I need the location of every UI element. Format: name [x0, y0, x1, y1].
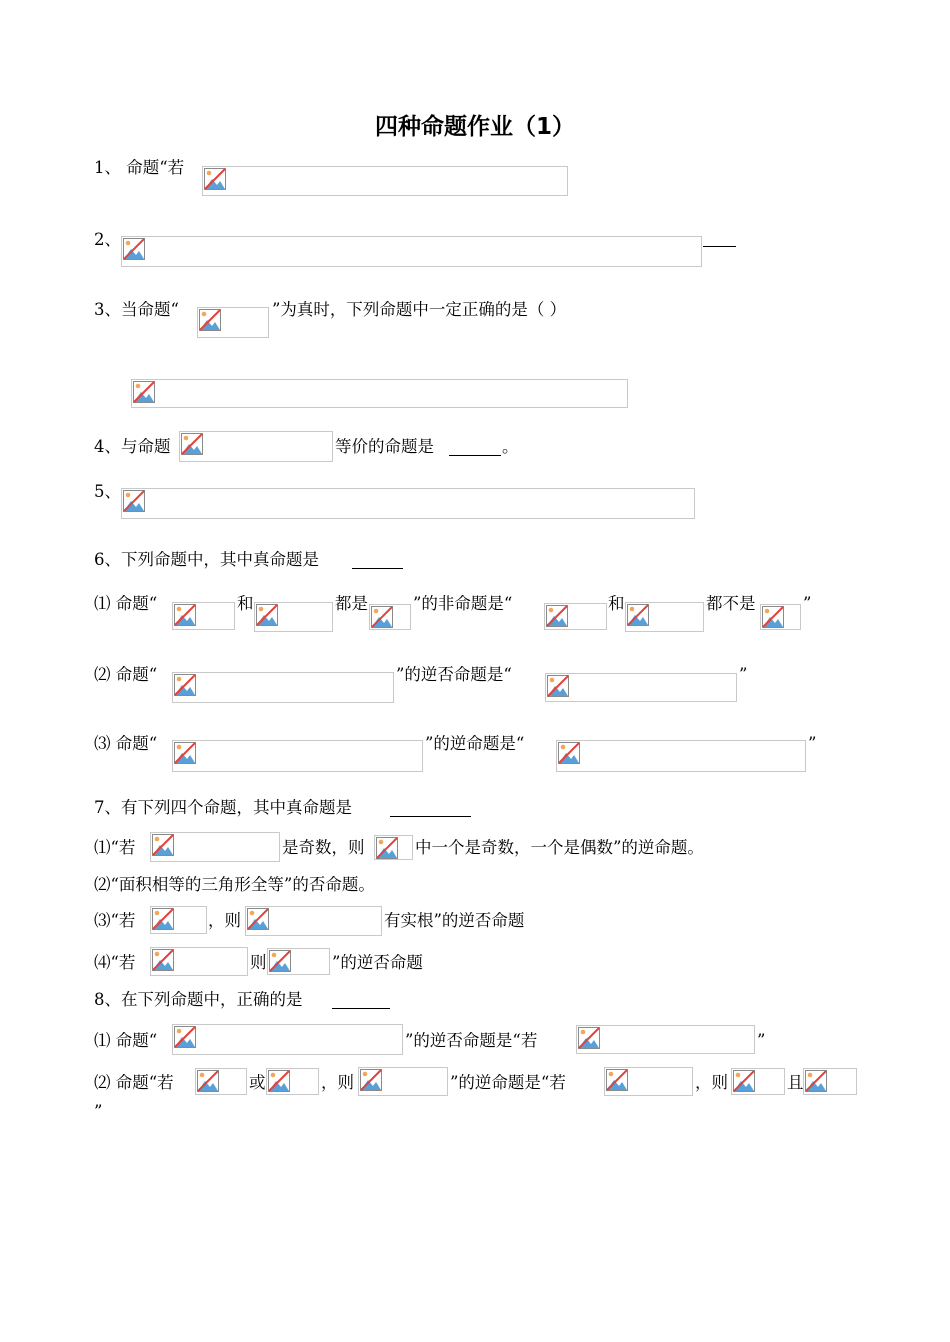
q7-s4-a: ⑷“若 [94, 953, 136, 972]
broken-image-icon [172, 1024, 403, 1055]
q8-s2-e: ，则 [695, 1073, 728, 1092]
answer-blank [703, 246, 736, 247]
answer-blank [332, 1008, 390, 1009]
broken-image-icon [358, 1067, 448, 1096]
question-1-text: 1、 命题“若 [94, 158, 185, 177]
q8-s2-f: 且 [787, 1073, 804, 1092]
q7-s3-b: ，则 [208, 911, 241, 930]
q6-s1-c: 都是 [335, 594, 368, 613]
answer-blank [352, 568, 403, 569]
answer-blank [449, 455, 501, 456]
broken-image-icon [179, 431, 333, 462]
q8-s2-b: 或 [249, 1073, 266, 1092]
answer-blank [390, 816, 471, 817]
broken-image-icon [150, 906, 207, 934]
q6-s3-c: ” [808, 734, 817, 753]
q6-s1-b: 和 [237, 594, 254, 613]
broken-image-icon [544, 603, 607, 630]
broken-image-icon [202, 166, 568, 196]
broken-image-icon [172, 672, 394, 703]
q7-s4-c: ”的逆否命题 [332, 953, 423, 972]
broken-image-icon [625, 602, 704, 632]
q6-s2-a: ⑵ 命题“ [94, 665, 158, 684]
broken-image-icon [760, 604, 801, 630]
broken-image-icon [545, 673, 737, 702]
q6-s1-g: ” [803, 594, 812, 613]
question-4-tail: 等价的命题是 [335, 437, 434, 456]
broken-image-icon [131, 379, 628, 408]
q7-s1-b: 是奇数，则 [282, 838, 365, 857]
broken-image-icon [172, 602, 235, 630]
broken-image-icon [121, 488, 695, 519]
q6-s1-e: 和 [608, 594, 625, 613]
q8-s1-a: ⑴ 命题“ [94, 1031, 158, 1050]
broken-image-icon [195, 1068, 247, 1095]
q7-s1-a: ⑴“若 [94, 838, 136, 857]
question-7-text: 7、有下列四个命题，其中真命题是 [94, 798, 352, 817]
q6-s3-a: ⑶ 命题“ [94, 734, 158, 753]
question-5-text: 5、 [94, 482, 121, 501]
question-4-lead: 4、与命题 [94, 437, 171, 456]
q7-s1-c: 中一个是奇数，一个是偶数”的逆命题。 [415, 838, 704, 857]
q8-s2-a: ⑵ 命题“若 [94, 1073, 174, 1092]
page-title: 四种命题作业（1） [374, 114, 575, 140]
broken-image-icon [172, 740, 423, 772]
broken-image-icon [576, 1025, 755, 1054]
broken-image-icon [556, 740, 806, 772]
broken-image-icon [374, 835, 413, 860]
broken-image-icon [604, 1067, 693, 1096]
question-3-tail: ”为真时，下列命题中一定正确的是（ ） [272, 300, 567, 319]
q7-s3-a: ⑶“若 [94, 911, 136, 930]
q6-s1-d: ”的非命题是“ [413, 594, 513, 613]
q7-s4-b: 则 [250, 953, 267, 972]
question-6-text: 6、下列命题中，其中真命题是 [94, 550, 319, 569]
broken-image-icon [266, 1068, 319, 1095]
broken-image-icon [150, 832, 280, 862]
q6-s1-a: ⑴ 命题“ [94, 594, 158, 613]
q6-s2-c: ” [739, 665, 748, 684]
broken-image-icon [150, 947, 248, 976]
broken-image-icon [731, 1068, 785, 1095]
question-8-text: 8、在下列命题中，正确的是 [94, 990, 303, 1009]
question-3-lead: 3、当命题“ [94, 300, 179, 319]
q6-s2-b: ”的逆否命题是“ [396, 665, 512, 684]
broken-image-icon [267, 948, 330, 975]
q7-s2-a: ⑵“面积相等的三角形全等”的否命题。 [94, 875, 375, 894]
q8-s2-c: ，则 [321, 1073, 354, 1092]
q7-s3-c: 有实根”的逆否命题 [384, 911, 525, 930]
broken-image-icon [197, 307, 269, 338]
q8-s2-g: ” [94, 1102, 103, 1121]
q8-s1-c: ” [757, 1031, 766, 1050]
q6-s3-b: ”的逆命题是“ [425, 734, 525, 753]
q8-s1-b: ”的逆否命题是“若 [405, 1031, 538, 1050]
broken-image-icon [121, 236, 702, 267]
broken-image-icon [803, 1068, 857, 1095]
question-4-end: 。 [502, 437, 519, 456]
q8-s2-d: ”的逆命题是“若 [450, 1073, 566, 1092]
q6-s1-f: 都不是 [706, 594, 756, 613]
broken-image-icon [369, 604, 411, 630]
broken-image-icon [254, 602, 333, 632]
question-2-text: 2、 [94, 230, 121, 249]
broken-image-icon [245, 906, 382, 936]
